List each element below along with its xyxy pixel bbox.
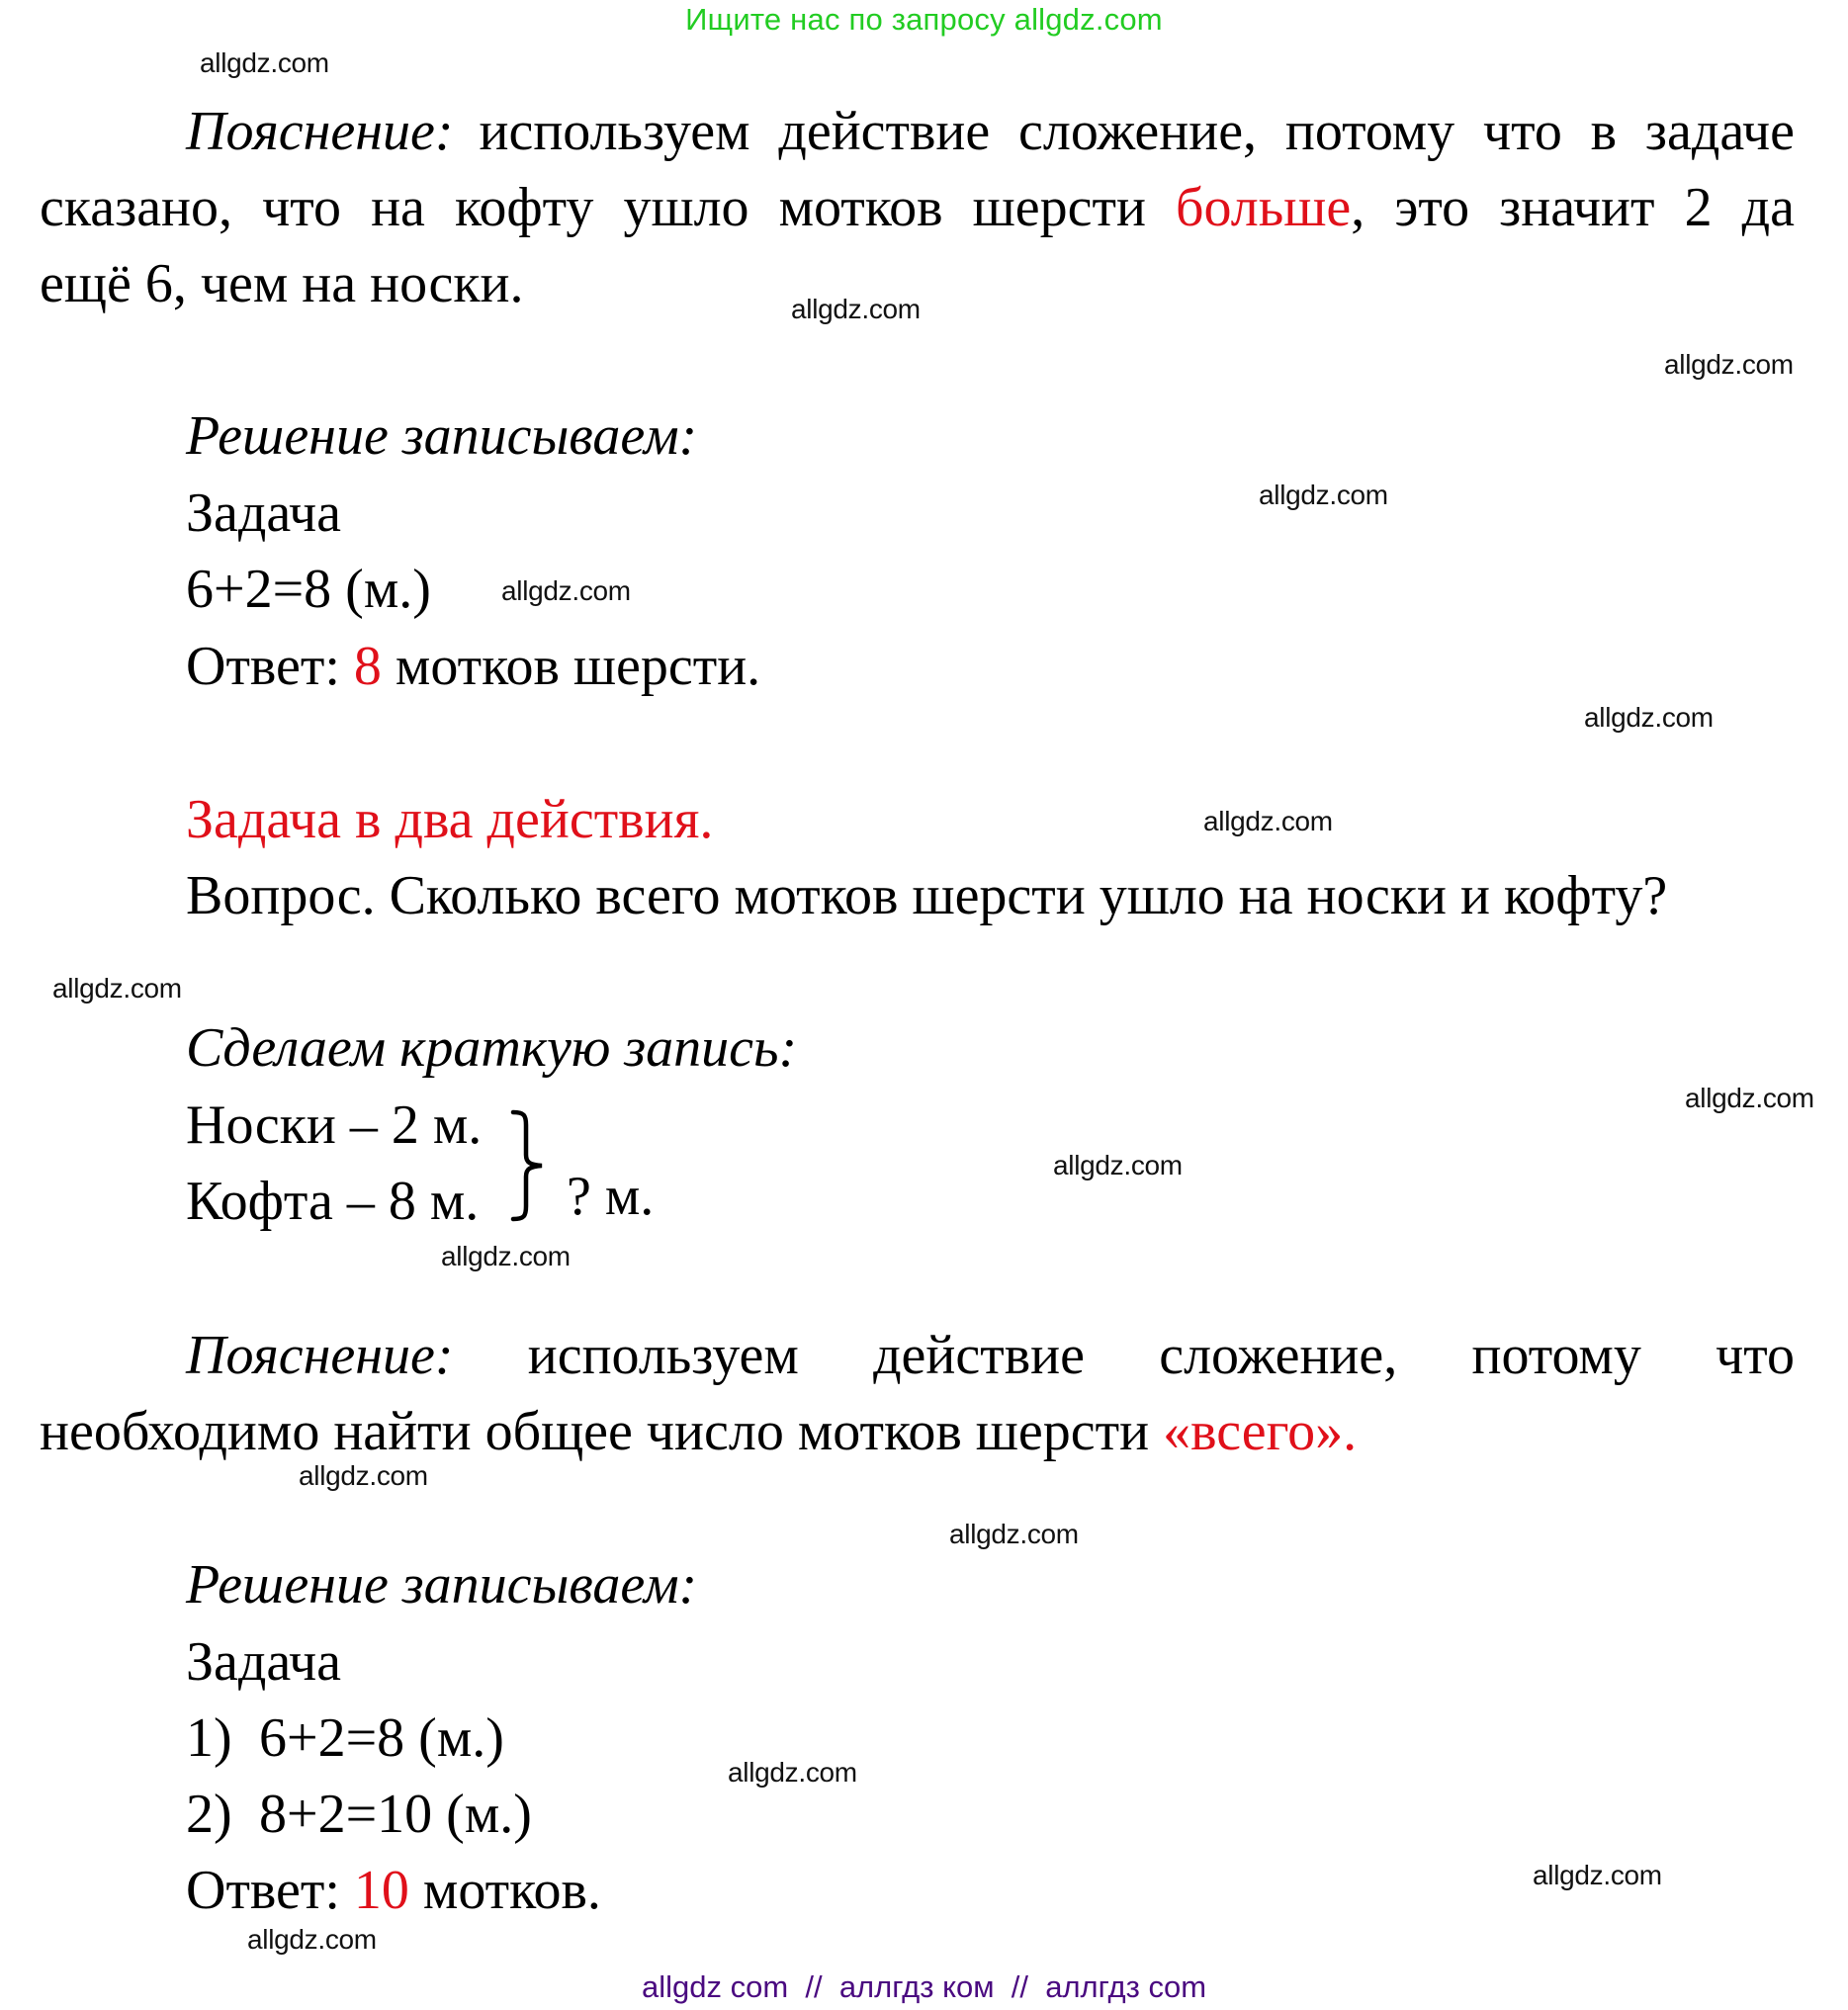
answer-label: Ответ: bbox=[186, 636, 340, 697]
watermark: allgdz.com bbox=[1053, 1150, 1183, 1180]
search-hint-banner: Ищите нас по запросу allgdz.com bbox=[685, 2, 1163, 37]
task-label: Задача bbox=[186, 482, 342, 544]
short-record-heading: Сделаем краткую запись: bbox=[186, 1017, 798, 1079]
explanation-label: Пояснение: bbox=[186, 1325, 454, 1386]
explanation-word: сложение, bbox=[1159, 1325, 1398, 1386]
solution-heading: Решение записываем: bbox=[186, 405, 698, 467]
answer-value: 10 bbox=[353, 1860, 409, 1921]
highlight-word-bolshe: больше bbox=[1176, 177, 1352, 238]
curly-brace-icon bbox=[508, 1109, 548, 1222]
watermark: allgdz.com bbox=[1664, 349, 1794, 380]
answer-text: мотков. bbox=[422, 1860, 601, 1921]
explanation-text: используем действие сложение, потому что в задаче bbox=[479, 101, 1795, 162]
footer-links: allgdz com // аллгдз ком // аллгдз com bbox=[641, 1969, 1207, 2004]
watermark: allgdz.com bbox=[1203, 806, 1333, 836]
question: Вопрос. Сколько всего мотков шерсти ушло на носки и кофту? bbox=[186, 865, 1668, 926]
watermark: allgdz.com bbox=[501, 575, 631, 606]
watermark: allgdz.com bbox=[728, 1757, 857, 1788]
answer-line bbox=[186, 1853, 601, 1929]
watermark: allgdz.com bbox=[949, 1519, 1079, 1549]
task-label: Задача bbox=[186, 1631, 342, 1693]
step-equation: 6+2=8 (м.) bbox=[259, 1707, 504, 1769]
explanation-line-2 bbox=[40, 1394, 1357, 1470]
step-equation: 8+2=10 (м.) bbox=[259, 1784, 532, 1845]
explanation-word: потому bbox=[1471, 1325, 1641, 1386]
explanation-line-2 bbox=[40, 170, 1795, 246]
short-record-item-socks: Носки – 2 м. bbox=[186, 1094, 483, 1156]
watermark: allgdz.com bbox=[52, 973, 182, 1004]
watermark: allgdz.com bbox=[247, 1924, 377, 1955]
watermark: allgdz.com bbox=[1685, 1083, 1814, 1113]
watermark: allgdz.com bbox=[441, 1241, 571, 1271]
watermark: allgdz.com bbox=[200, 47, 329, 78]
watermark: allgdz.com bbox=[791, 294, 921, 324]
watermark: allgdz.com bbox=[299, 1460, 428, 1491]
short-record-item-sweater: Кофта – 8 м. bbox=[186, 1171, 480, 1232]
explanation-text: , это значит 2 да bbox=[1351, 177, 1796, 238]
answer-text: мотков шерсти. bbox=[395, 636, 761, 697]
step-number: 1) bbox=[186, 1707, 232, 1769]
watermark: allgdz.com bbox=[1259, 480, 1388, 510]
explanation-word: действие bbox=[873, 1325, 1085, 1386]
highlight-word-vsego: «всего». bbox=[1163, 1401, 1358, 1462]
solution-heading: Решение записываем: bbox=[186, 1554, 698, 1616]
watermark: allgdz.com bbox=[1584, 702, 1714, 733]
short-record-total: ? м. bbox=[567, 1166, 655, 1227]
explanation-line-3: ещё 6, чем на носки. bbox=[40, 253, 524, 314]
step-number: 2) bbox=[186, 1784, 232, 1845]
explanation-line-1 bbox=[186, 1318, 1795, 1394]
equation: 6+2=8 (м.) bbox=[186, 559, 431, 620]
watermark: allgdz.com bbox=[1533, 1860, 1662, 1890]
answer-label: Ответ: bbox=[186, 1860, 340, 1921]
explanation-word: используем bbox=[527, 1325, 799, 1386]
explanation-text: сказано, что на кофту ушло мотков шерсти bbox=[40, 177, 1146, 238]
answer-line bbox=[186, 629, 760, 705]
explanation-text: необходимо найти общее число мотков шерсти bbox=[40, 1401, 1150, 1462]
explanation-word: что bbox=[1716, 1325, 1795, 1386]
section-title: Задача в два действия. bbox=[186, 789, 714, 850]
answer-value: 8 bbox=[353, 636, 382, 697]
explanation-line-1 bbox=[186, 94, 1795, 170]
explanation-label: Пояснение: bbox=[186, 101, 454, 162]
